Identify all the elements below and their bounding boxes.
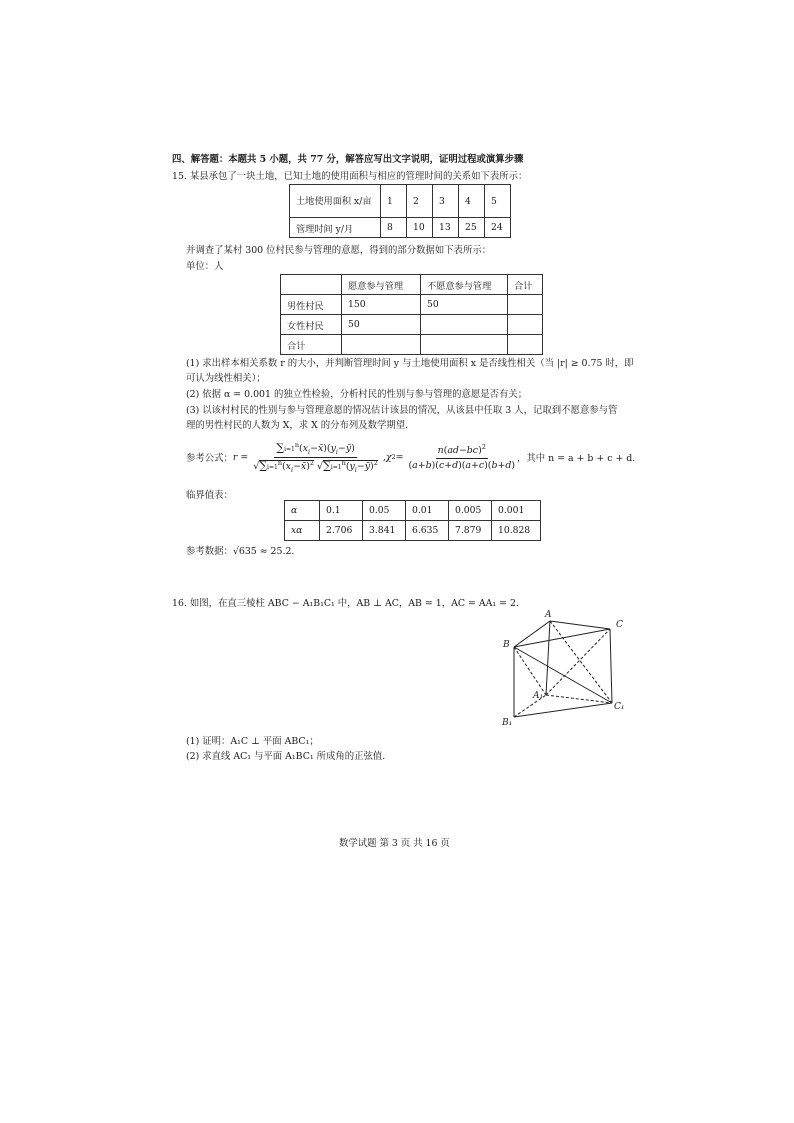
unit-label: 单位：人 [186, 261, 224, 272]
critical-label: 临界值表： [186, 490, 233, 501]
table-cell: 3 [433, 185, 459, 218]
table-cell: 4 [459, 185, 485, 218]
survey-text: 并调查了某村 300 位村民参与管理的意愿，得到的部分数据如下表所示： [186, 245, 492, 256]
survey-table [280, 274, 543, 355]
reference-formula: 参考公式： r = $\frac{\sum i=1^n(x_i-x̄)(y_i-ȳ)}{√\sum i=1^n(x_i-x̄)^2 √\sum i=1^n(y_i-ȳ)^2}$ , χ 2 = $\frac{n(ad-bc)^2}{(a+b)(c+d)(a+c)(b+d)}$ ，其中 n = a + b + c + d. [186, 440, 636, 474]
table-cell [508, 335, 543, 355]
table-cell [421, 335, 508, 355]
section-heading: 四、解答题：本题共 5 小题，共 77 分，解答应写出文字说明，证明过程或演算步骤 [172, 154, 524, 165]
formula-label: 参考公式： [186, 453, 233, 464]
label-c: C [616, 620, 623, 630]
table-cell: 7.879 [449, 521, 492, 541]
table-cell [342, 335, 421, 355]
table-cell: 愿意参与管理 [342, 275, 421, 295]
chi-square-formula: $\frac{n(ad-bc)^2}{(a+b)(c+d)(a+c)(b+d)}$ [408, 443, 516, 471]
table-cell: 50 [421, 295, 508, 315]
q16-part1: (1) 证明：A₁C ⊥ 平面 ABC₁； [186, 736, 319, 747]
table-cell: 150 [342, 295, 421, 315]
label-c1: C₁ [614, 702, 625, 712]
table-cell: 合计 [508, 275, 543, 295]
table-cell: 土地使用面积 x/亩 [290, 185, 381, 218]
q15-intro: 15. 某县承包了一块土地，已知土地的使用面积与相应的管理时间的关系如下表所示： [172, 171, 528, 182]
table-cell: 3.841 [363, 521, 406, 541]
table-cell: 男性村民 [281, 295, 342, 315]
table-row [281, 295, 543, 315]
table-row [285, 521, 541, 541]
r-formula: $\frac{\sum i=1^n(x_i-x̄)(y_i-ȳ)}{√\sum i=1^n(x_i-x̄)^2 √\sum i=1^n(y_i-ȳ)^2}$ [253, 440, 378, 474]
table-cell: 2 [407, 185, 433, 218]
table-cell [508, 315, 543, 335]
table-row [285, 501, 541, 521]
table-cell: 2.706 [320, 521, 363, 541]
table-row [290, 185, 511, 218]
table-row [281, 315, 543, 335]
q15-part3-line2: 理的男性村民的人数为 X，求 X 的分布列及数学期望. [186, 420, 409, 431]
table-cell: α [285, 501, 320, 521]
table-cell: 24 [485, 218, 511, 238]
label-b: B [503, 640, 510, 650]
table-cell: 0.1 [320, 501, 363, 521]
table-cell [421, 315, 508, 335]
table-cell: 管理时间 y/月 [290, 218, 381, 238]
critical-value-table [284, 500, 541, 541]
table-cell: 合计 [281, 335, 342, 355]
label-a1: A₁ [533, 691, 544, 701]
table-cell: 0.005 [449, 501, 492, 521]
table-cell: 10.828 [492, 521, 541, 541]
table-cell: 女性村民 [281, 315, 342, 335]
prism-figure [498, 605, 636, 729]
table-cell: 8 [381, 218, 407, 238]
page-footer: 数学试题 第 3 页 共 16 页 [339, 838, 450, 849]
label-b1: B₁ [502, 718, 513, 728]
reference-data: 参考数据：√635 ≈ 25.2. [186, 546, 295, 557]
label-a: A [545, 610, 552, 620]
q15-part3-line1: (3) 以该村村民的性别与参与管理意愿的情况估计该县的情况，从该县中任取 3 人，记取到不愿意参与管 [186, 405, 618, 416]
table-row [281, 275, 543, 295]
table-cell: 50 [342, 315, 421, 335]
q16-intro: 16. 如图，在直三棱柱 ABC − A₁B₁C₁ 中，AB ⊥ AC，AB = 1，AC = AA₁ = 2. [172, 598, 519, 609]
table-cell: 10 [407, 218, 433, 238]
formula-tail: ，其中 n = a + b + c + d. [517, 453, 636, 464]
q15-part1-line2: 可认为线性相关）； [186, 373, 266, 384]
table-cell: 5 [485, 185, 511, 218]
table-cell: 25 [459, 218, 485, 238]
table-cell: 1 [381, 185, 407, 218]
table-row [290, 218, 511, 238]
table-cell [281, 275, 342, 295]
table-cell: xα [285, 521, 320, 541]
q16-part2: (2) 求直线 AC₁ 与平面 A₁BC₁ 所成角的正弦值. [186, 751, 386, 762]
q15-part2: (2) 依据 α = 0.001 的独立性检验，分析村民的性别与参与管理的意愿是否有关； [186, 389, 528, 400]
table-row [281, 335, 543, 355]
land-time-table [289, 184, 511, 238]
table-cell: 0.001 [492, 501, 541, 521]
table-cell: 0.05 [363, 501, 406, 521]
table-cell [508, 295, 543, 315]
q15-part1-line1: (1) 求出样本相关系数 r 的大小，并判断管理时间 y 与土地使用面积 x 是否线性相关（当 |r| ≥ 0.75 时，即 [186, 358, 634, 369]
table-cell: 不愿意参与管理 [421, 275, 508, 295]
table-cell: 13 [433, 218, 459, 238]
table-cell: 6.635 [406, 521, 449, 541]
table-cell: 0.01 [406, 501, 449, 521]
